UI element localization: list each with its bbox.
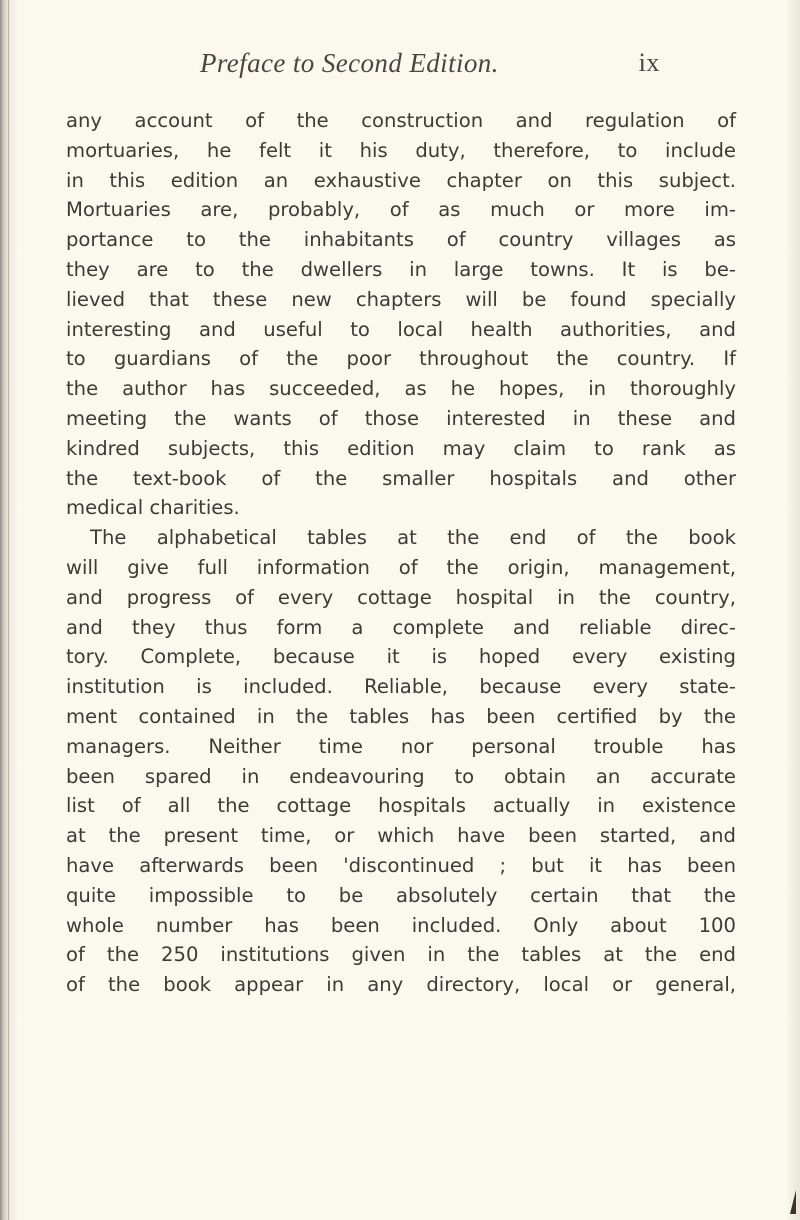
body-text (66, 106, 736, 1000)
text-line: have afterwards been 'discontinued ; but it has been (66, 853, 736, 877)
text-line: will give full information of the origin, management, (66, 555, 736, 579)
paragraph (66, 523, 736, 1000)
page-number: ix (638, 48, 660, 77)
text-line: interesting and useful to local health authorities, and (66, 317, 736, 341)
text-line: kindred subjects, this edition may claim to rank as (66, 436, 736, 460)
running-title: Preface to Second Edition. (200, 48, 499, 78)
text-line: medical charities. (66, 496, 240, 520)
text-line: quite impossible to be absolutely certain that the (66, 883, 736, 907)
text-line: managers. Neither time nor personal trouble has (66, 734, 736, 758)
text-line: in this edition an exhaustive chapter on this subject. (66, 168, 736, 192)
text-line: of the book appear in any directory, local or general, (66, 973, 736, 997)
text-line: the author has succeeded, as he hopes, in thoroughly (66, 377, 736, 401)
page-right-edge (786, 0, 800, 1220)
paragraph (66, 106, 736, 523)
text-line: and they thus form a complete and reliable direc- (66, 615, 736, 639)
binding-line (8, 0, 9, 1220)
text-line: mortuaries, he felt it his duty, therefore, to include (66, 138, 736, 162)
text-line: meeting the wants of those interested in these and (66, 406, 736, 430)
text-line: and progress of every cottage hospital in the country, (66, 585, 736, 609)
page-corner-mark (790, 1190, 796, 1214)
text-line: Mortuaries are, probably, of as much or more im- (66, 198, 736, 222)
text-line: list of all the cottage hospitals actually in existence (66, 794, 736, 818)
page-header (200, 48, 660, 88)
text-line: they are to the dwellers in large towns. It is be- (66, 257, 736, 281)
text-line: institution is included. Reliable, because every state- (66, 675, 736, 699)
text-line: been spared in endeavouring to obtain an accurate (66, 764, 736, 788)
text-line: any account of the construction and regulation of (66, 109, 736, 132)
page-binding-edge (0, 0, 18, 1220)
text-line: at the present time, or which have been started, and (66, 824, 736, 848)
text-line: the text-book of the smaller hospitals and other (66, 466, 736, 490)
text-line: The alphabetical tables at the end of the book (90, 526, 736, 550)
text-line: to guardians of the poor throughout the country. If (66, 347, 736, 371)
text-line: of the 250 institutions given in the tables at the end (66, 943, 736, 967)
text-line: ment contained in the tables has been certified by the (66, 704, 736, 728)
text-line: tory. Complete, because it is hoped every existing (66, 645, 736, 669)
text-line: portance to the inhabitants of country villages as (66, 228, 736, 252)
text-line: lieved that these new chapters will be found specially (66, 287, 736, 311)
text-line: whole number has been included. Only about 100 (66, 913, 736, 937)
